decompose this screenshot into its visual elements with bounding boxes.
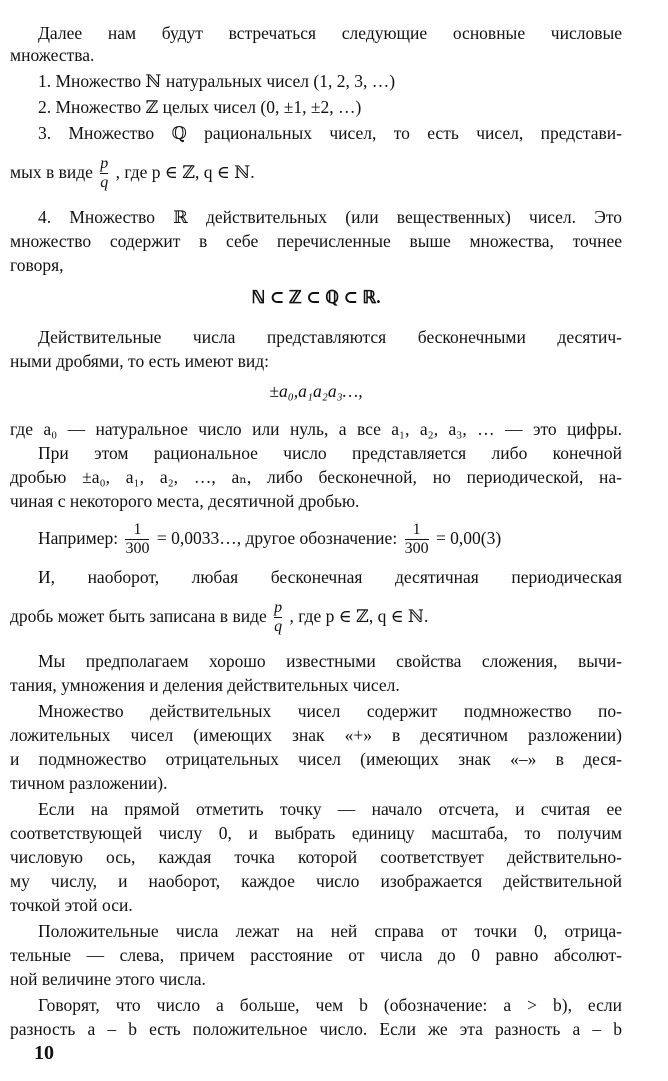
text-line: 1. Множество ℕ натуральных чисел (1, 2, 3, …) [38,71,396,91]
fraction-p-q [274,599,282,636]
text-fragment: дробь может быть записана в виде [10,606,267,626]
text-line: И, наоборот, любая бесконечная десятичная периодическая [38,567,622,587]
fraction-numerator: p [100,155,109,173]
text-line: ной величине этого числа. [10,969,206,989]
text-line: Далее нам будут встречаться следующие основные числовые [38,23,622,43]
text-line: Положительные числа лежат на ней справа от точки 0, отрица- [38,921,622,941]
fraction-p-q [100,155,108,192]
text-line: Множество действительных чисел содержит подмножество по- [38,701,622,721]
text-line: говоря, [10,255,64,275]
example-line [10,518,622,558]
text-line: чиная с некоторого места, десятичной дробью. [10,491,360,511]
text-line: множество содержит в себе перечисленные выше множества, точнее [10,231,622,251]
text-line: тельные — слева, причем расстояние от числа до 0 равно абсолют- [10,945,622,965]
fraction-numerator: 1 [133,521,142,539]
text-line: тичном разложении). [10,773,168,793]
formula-inclusion: ℕ ⊂ ℤ ⊂ ℚ ⊂ ℝ. [251,287,381,307]
text-line: Говорят, что число a больше, чем b (обозначение: a > b), если [38,995,622,1015]
fraction-denominator: 300 [125,540,150,558]
text-line: Мы предполагаем хорошо известными свойства сложения, вычи- [38,651,622,671]
fraction-denominator: q [274,618,283,636]
text-line: ложительных чисел (имеющих знак «+» в десятичном разложении) [10,725,622,745]
fraction-numerator: 1 [412,521,421,539]
fraction-1-300 [125,521,149,558]
text-line: числовую ось, каждая точка которой соответствует действительно- [10,847,622,867]
text-line: 3. Множество ℚ рациональных чисел, то есть чисел, представи- [38,123,622,143]
text-line: 2. Множество ℤ целых чисел (0, ±1, ±2, …) [38,97,362,117]
page-number: 10 [34,1042,54,1064]
text-fragment: мых в виде [10,162,93,182]
text-fragment: Например: [38,528,119,548]
fraction-numerator: p [274,599,283,617]
text-line: точкой этой оси. [10,895,133,915]
text-fragment: = 0,0033…, другое обозначение: [156,528,398,548]
text-line: му числу, и наоборот, каждое число изображается действительной [10,871,622,891]
text-line: Действительные числа представляются бесконечными десятич- [38,327,622,347]
text-line: Если на прямой отметить точку — начало отсчета, и считая ее [38,799,622,819]
text-line: и подмножество отрицательных чисел (имеющих знак «–» в деся- [10,749,622,769]
text-line: разность a – b есть положительное число. Если же эта разность a – b [10,1019,622,1039]
fraction-1-300 [405,521,429,558]
text-line: ными дробями, то есть имеют вид: [10,351,270,371]
text-fragment: , где p ∈ ℤ, q ∈ ℕ. [115,162,255,182]
fraction-denominator: q [100,174,109,192]
text-line: 4. Множество ℝ действительных (или вещественных) чисел. Это [38,207,622,227]
text-line: где a₀ — натуральное число или нуль, а все a₁, a₂, a₃, … — это цифры. [10,419,622,439]
text-line: дробью ±a₀, a₁, a₂, …, aₙ, либо бесконечной, но периодической, на- [10,467,622,487]
text-fragment: = 0,00(3) [435,528,502,548]
text-line: множества. [10,45,95,65]
fraction-denominator: 300 [404,540,429,558]
formula-line [10,596,622,636]
text-line: При этом рациональное число представляется либо конечной [38,443,622,463]
text-line: тания, умножения и деления действительных чисел. [10,675,400,695]
text-line: соответствующей числу 0, и выбрать единицу масштаба, то получим [10,823,622,843]
formula-decimal: ±a₀,a₁a₂a₃…, [269,381,363,401]
formula-line [10,152,622,192]
text-fragment: , где p ∈ ℤ, q ∈ ℕ. [289,606,429,626]
